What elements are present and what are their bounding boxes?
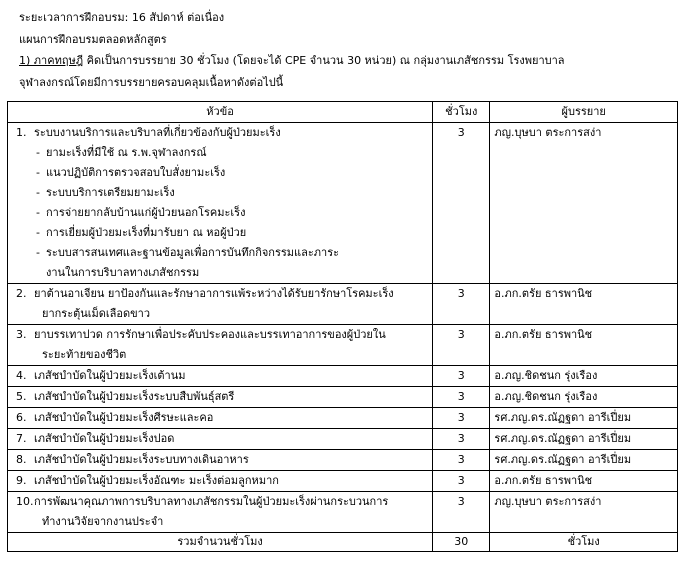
hours-cell: 3 [433, 408, 490, 429]
topic-title: เภสัชบำบัดในผู้ป่วยมะเร็งเต้านม [34, 369, 186, 382]
topic-number: 1. [16, 126, 27, 139]
topic-number: 4. [16, 369, 27, 382]
table-row [8, 366, 678, 387]
lecturer-cell: อ.ภญ.ชิดชนก รุ่งเรือง [490, 366, 678, 387]
subtopic-item [12, 223, 428, 243]
subtopic-item [12, 243, 428, 263]
subtopic-item [12, 203, 428, 223]
table-row [8, 471, 678, 492]
total-unit: ชั่วโมง [490, 533, 678, 552]
lecturer-cell: อ.ภก.ตรัย ธารพานิช [490, 325, 678, 366]
subtopic-text: การจ่ายยากลับบ้านแก่ผู้ป่วยนอกโรคมะเร็ง [46, 206, 246, 219]
bullet-dash-icon: - [36, 146, 40, 159]
subtopic-text: แนวปฏิบัติการตรวจสอบใบสั่งยามะเร็ง [46, 166, 226, 179]
hours-cell: 3 [433, 492, 490, 533]
table-row [8, 429, 678, 450]
lecturer-cell: อ.ภก.ตรัย ธารพานิช [490, 471, 678, 492]
subtopic-continuation: งานในการบริบาลทางเภสัชกรรม [46, 266, 200, 279]
topic-title: การพัฒนาคุณภาพการบริบาลทางเภสัชกรรมในผู้ป่วยมะเร็งผ่านกระบวนการ [34, 495, 389, 508]
subtopic-item [12, 163, 428, 183]
hours-cell: 3 [433, 325, 490, 366]
lecturer-cell: อ.ภก.ตรัย ธารพานิช [490, 284, 678, 325]
subtopic-item [12, 143, 428, 163]
hours-cell: 3 [433, 366, 490, 387]
lecturer-cell: รศ.ภญ.ดร.ณัฏฐดา อารีเปี่ยม [490, 450, 678, 471]
hours-cell: 3 [433, 471, 490, 492]
training-duration: ระยะเวลาการฝึกอบรม: 16 สัปดาห์ ต่อเนื่อง [19, 11, 225, 24]
bullet-dash-icon: - [36, 226, 40, 239]
hours-cell: 3 [433, 387, 490, 408]
topic-title: เภสัชบำบัดในผู้ป่วยมะเร็งระบบทางเดินอาหาร [34, 453, 249, 466]
training-plan-heading: แผนการฝึกอบรมตลอดหลักสูตร [19, 33, 167, 46]
bullet-dash-icon: - [36, 166, 40, 179]
table-row [8, 450, 678, 471]
bullet-dash-icon: - [36, 186, 40, 199]
bullet-dash-icon: - [36, 246, 40, 259]
topic-line [12, 429, 428, 449]
lecture-table [7, 101, 678, 552]
header-hours: ชั่วโมง [433, 102, 490, 123]
table-row [8, 492, 678, 533]
topic-line [12, 471, 428, 491]
topic-line [12, 123, 428, 143]
header-lecturer: ผู้บรรยาย [490, 102, 678, 123]
topic-cell [8, 123, 433, 284]
topic-line [12, 450, 428, 470]
lecturer-cell: รศ.ภญ.ดร.ณัฏฐดา อารีเปี่ยม [490, 429, 678, 450]
subtopic-text: ระบบบริการเตรียมยามะเร็ง [46, 186, 175, 199]
total-row [8, 533, 678, 552]
table-header-row [8, 102, 678, 123]
topic-cell [8, 325, 433, 366]
topic-cell [8, 471, 433, 492]
table-row [8, 408, 678, 429]
topic-cell [8, 450, 433, 471]
topic-number: 7. [16, 432, 27, 445]
topic-title: เภสัชบำบัดในผู้ป่วยมะเร็งปอด [34, 432, 175, 445]
lecturer-cell: ภญ.บุษบา ตระการสง่า [490, 123, 678, 284]
topic-cell [8, 408, 433, 429]
topic-continuation: ระยะท้ายของชีวิต [42, 348, 127, 361]
topic-line [12, 325, 428, 345]
topic-continuation: ยากระตุ้นเม็ดเลือดขาว [42, 307, 151, 320]
topic-cell [8, 429, 433, 450]
subtopic-text: การเยี่ยมผู้ป่วยมะเร็งที่มารับยา ณ หอผู้ป่วย [46, 226, 247, 239]
topic-cell [8, 366, 433, 387]
topic-cell [8, 492, 433, 533]
topic-line [12, 492, 428, 512]
table-row [8, 123, 678, 284]
theory-details: คิดเป็นการบรรยาย 30 ชั่วโมง (โดยจะได้ CPE จำนวน 30 หน่วย) ณ กลุ่มงานเภสัชกรรม โรงพยาบาล [83, 54, 565, 67]
topic-number: 5. [16, 390, 27, 403]
lecturer-cell: ภญ.บุษบา ตระการสง่า [490, 492, 678, 533]
total-label: รวมจำนวนชั่วโมง [8, 533, 433, 552]
topic-title: เภสัชบำบัดในผู้ป่วยมะเร็งอัณฑะ มะเร็งต่อมลูกหมาก [34, 474, 279, 487]
topic-title: เภสัชบำบัดในผู้ป่วยมะเร็งศีรษะและคอ [34, 411, 214, 424]
topic-continuation: ทำงานวิจัยจากงานประจำ [42, 515, 164, 528]
topic-number: 9. [16, 474, 27, 487]
hours-cell: 3 [433, 284, 490, 325]
theory-description [19, 51, 565, 69]
topic-title: ระบบงานบริการและบริบาลที่เกี่ยวข้องกับผู้ป่วยมะเร็ง [34, 126, 281, 139]
table-row [8, 325, 678, 366]
topic-number: 6. [16, 411, 27, 424]
topic-title: ยาต้านอาเจียน ยาป้องกันและรักษาอาการแพ้ระหว่างได้รับยารักษาโรคมะเร็ง [34, 287, 394, 300]
theory-label: 1) ภาคทฤษฎี [19, 54, 84, 67]
hours-cell: 3 [433, 429, 490, 450]
table-row [8, 387, 678, 408]
subtopic-text: ยามะเร็งที่มีใช้ ณ ร.พ.จุฬาลงกรณ์ [46, 146, 207, 159]
topic-line [12, 408, 428, 428]
table-row [8, 284, 678, 325]
topic-number: 3. [16, 328, 27, 341]
hours-cell: 3 [433, 123, 490, 284]
topic-line [12, 366, 428, 386]
topic-title: เภสัชบำบัดในผู้ป่วยมะเร็งระบบสืบพันธุ์สตรี [34, 390, 235, 403]
topic-line [12, 387, 428, 407]
hours-cell: 3 [433, 450, 490, 471]
header-topic: หัวข้อ [8, 102, 433, 123]
topic-number: 8. [16, 453, 27, 466]
topic-cell [8, 387, 433, 408]
subtopic-text: ระบบสารสนเทศและฐานข้อมูลเพื่อการบันทึกกิจกรรมและภาระ [46, 246, 340, 259]
total-hours: 30 [433, 533, 490, 552]
topic-cell [8, 284, 433, 325]
lecturer-cell: รศ.ภญ.ดร.ณัฏฐดา อารีเปี่ยม [490, 408, 678, 429]
topic-line [12, 284, 428, 304]
subtopic-item [12, 183, 428, 203]
lecturer-cell: อ.ภญ.ชิดชนก รุ่งเรือง [490, 387, 678, 408]
theory-description-cont: จุฬาลงกรณ์โดยมีการบรรยายครอบคลุมเนื้อหาดังต่อไปนี้ [19, 76, 284, 89]
bullet-dash-icon: - [36, 206, 40, 219]
topic-title: ยาบรรเทาปวด การรักษาเพื่อประคับประคองและบรรเทาอาการของผู้ป่วยใน [34, 328, 386, 341]
topic-number: 10. [16, 495, 34, 508]
topic-number: 2. [16, 287, 27, 300]
